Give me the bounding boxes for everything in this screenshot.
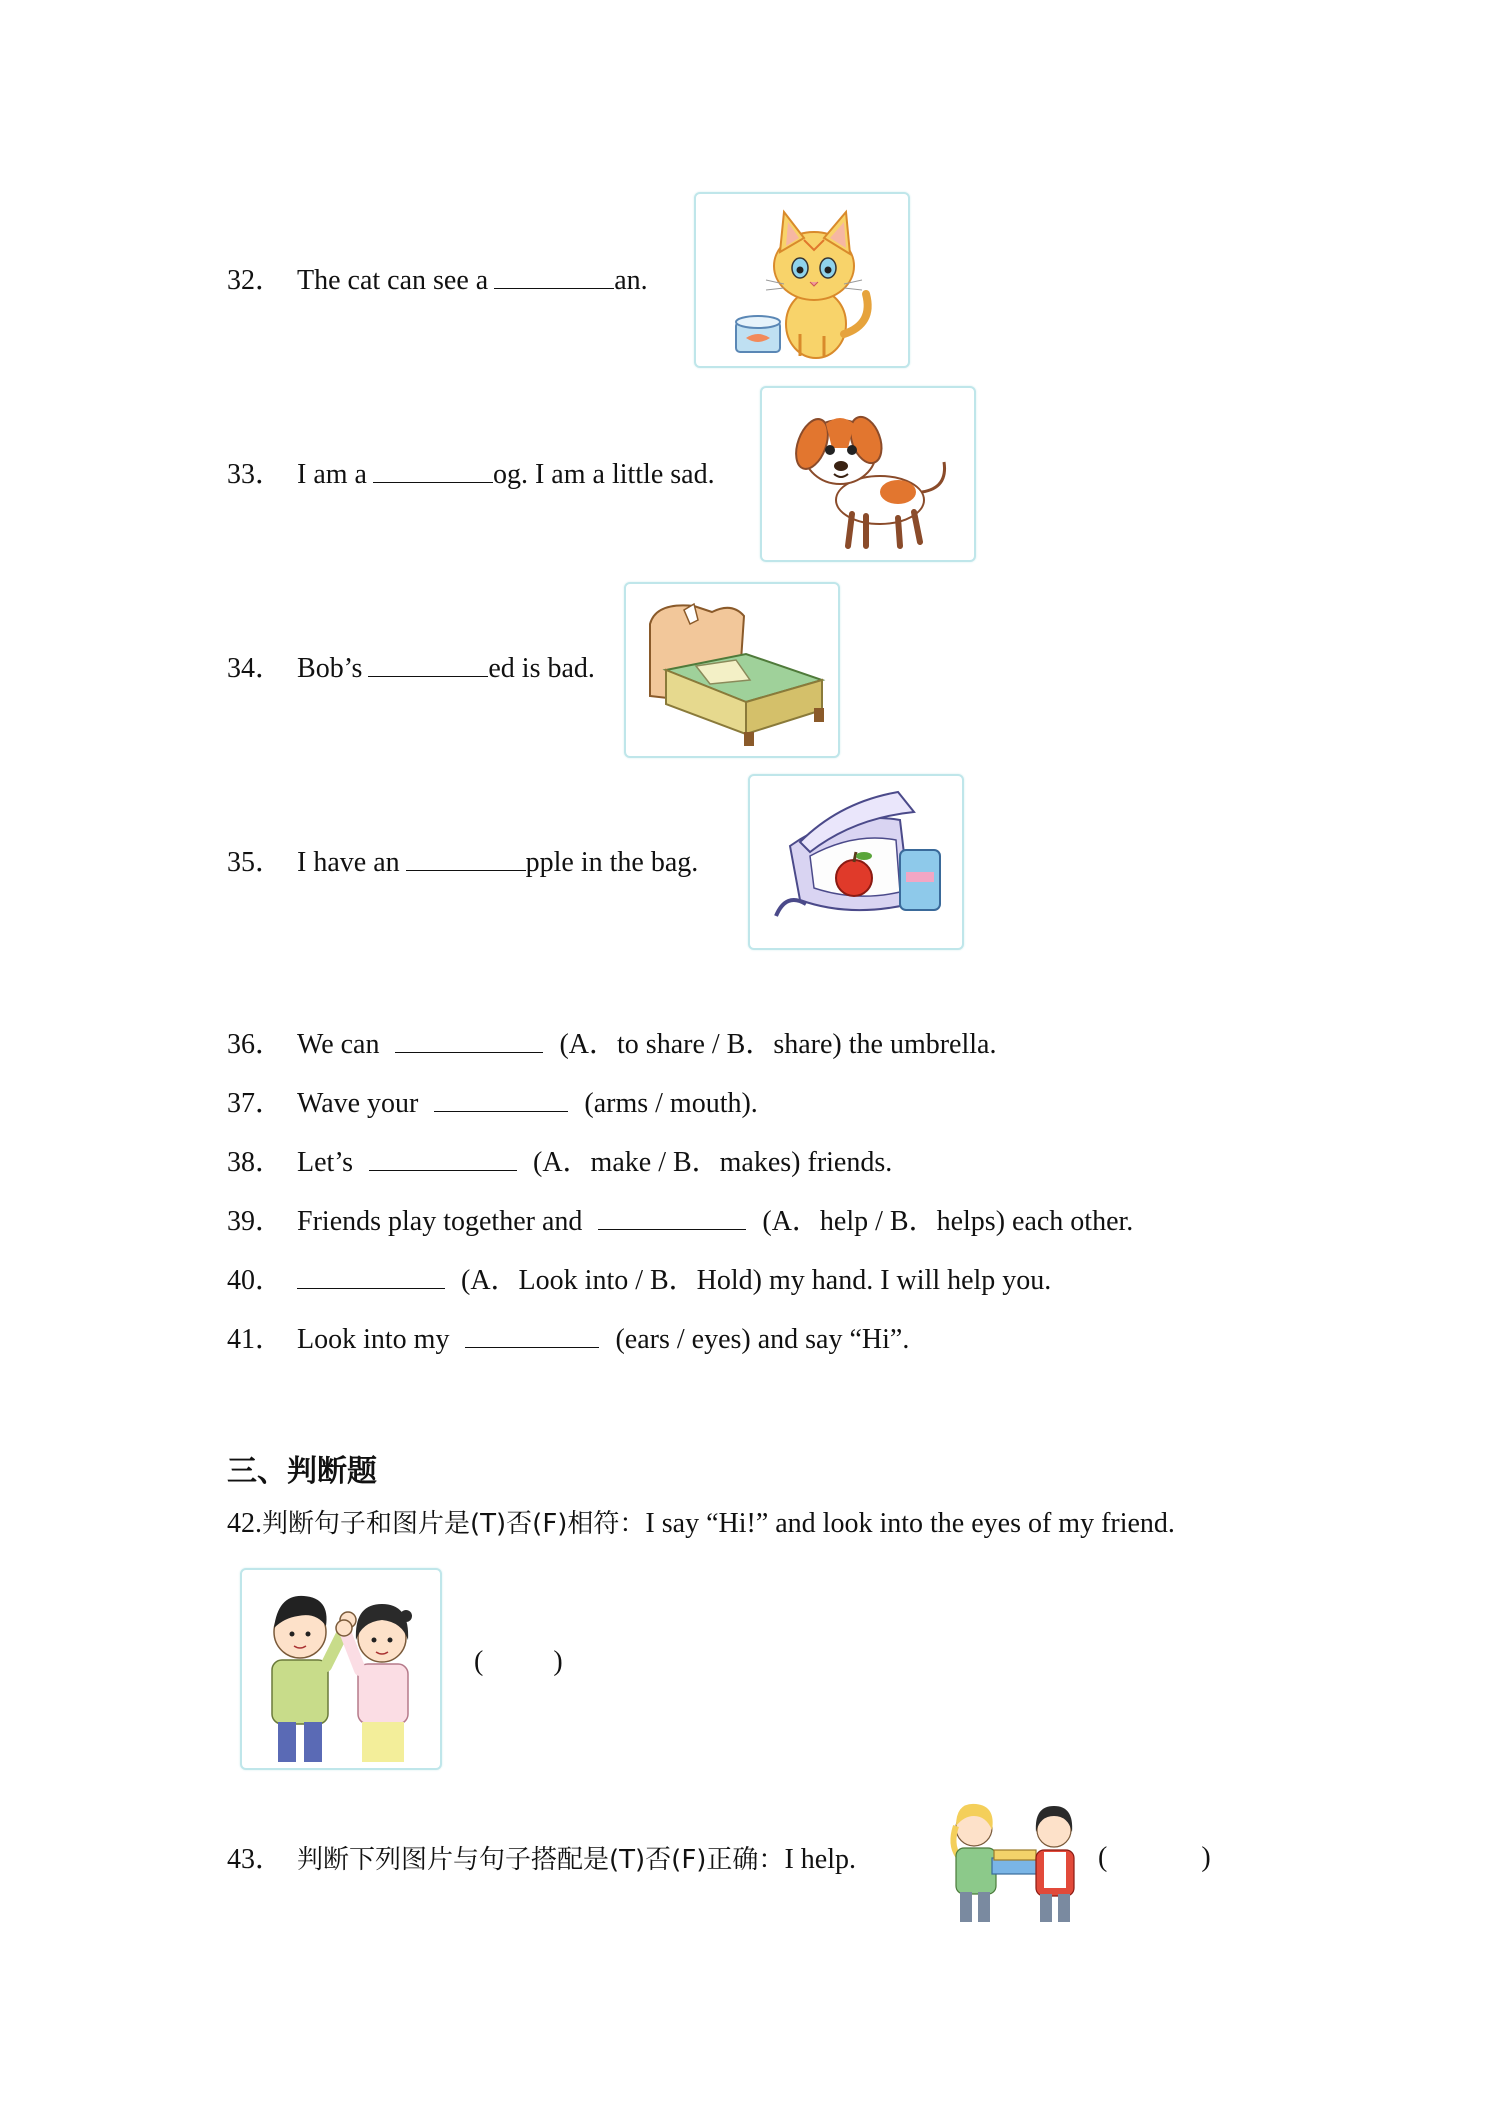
answer-parentheses[interactable] <box>1098 1842 1211 1874</box>
question-instruction: 判断句子和图片是(T)否(F)相符： <box>262 1509 646 1539</box>
question-42 <box>227 1506 1175 1542</box>
question-number: 43． <box>227 1844 284 1875</box>
paren-close: ) <box>553 1646 563 1677</box>
question-text-before: Wave your <box>297 1088 419 1119</box>
question-40 <box>227 1262 1051 1299</box>
question-number: 39． <box>227 1206 284 1237</box>
question-number: 40． <box>227 1265 284 1296</box>
question-34 <box>227 650 595 687</box>
answer-blank[interactable] <box>465 1321 599 1348</box>
question-options: (A．Look into / B．Hold) my hand. I will help you. <box>461 1265 1052 1296</box>
question-text-before: The cat can see a <box>297 265 489 296</box>
apple-bag-picture <box>748 774 964 950</box>
question-options: (A．help / B．helps) each other. <box>762 1206 1134 1237</box>
question-32 <box>227 262 648 299</box>
question-options: (ears / eyes) and say “Hi”. <box>615 1324 910 1355</box>
question-number: 38． <box>227 1147 284 1178</box>
question-instruction: 判断下列图片与句子搭配是(T)否(F)正确： <box>297 1845 785 1875</box>
question-number: 34． <box>227 653 284 684</box>
question-text-before: We can <box>297 1029 380 1060</box>
question-39 <box>227 1203 1133 1240</box>
question-text-after: og. I am a little sad. <box>492 459 715 490</box>
question-text-before: Look into my <box>297 1324 450 1355</box>
question-text-before: I have an <box>297 847 400 878</box>
question-41 <box>227 1321 909 1358</box>
question-text-before: Bob’s <box>297 653 363 684</box>
answer-blank[interactable] <box>368 650 488 677</box>
question-options: (A．make / B．makes) friends. <box>533 1147 893 1178</box>
paren-close: ) <box>1201 1842 1211 1873</box>
question-sentence: I say “Hi!” and look into the eyes of my friend. <box>645 1508 1175 1539</box>
question-text-after: an. <box>614 265 648 296</box>
question-33 <box>227 456 715 493</box>
question-text-after: ed is bad. <box>488 653 595 684</box>
question-options: (arms / mouth). <box>584 1088 758 1119</box>
paren-open: ( <box>474 1646 484 1677</box>
paren-open: ( <box>1098 1842 1108 1873</box>
question-43 <box>227 1842 856 1878</box>
answer-blank[interactable] <box>395 1026 543 1053</box>
answer-blank[interactable] <box>406 844 526 871</box>
question-number: 41． <box>227 1324 284 1355</box>
question-number: 42. <box>227 1508 262 1539</box>
bed-picture <box>624 582 840 758</box>
answer-blank[interactable] <box>297 1262 445 1289</box>
question-37 <box>227 1085 758 1122</box>
answer-blank[interactable] <box>369 1144 517 1171</box>
answer-blank[interactable] <box>434 1085 568 1112</box>
question-36 <box>227 1026 996 1063</box>
answer-parentheses[interactable] <box>474 1646 563 1678</box>
question-text-after: pple in the bag. <box>525 847 699 878</box>
dog-picture <box>760 386 976 562</box>
answer-blank[interactable] <box>598 1203 746 1230</box>
question-number: 35． <box>227 847 284 878</box>
section-heading: 三、判断题 <box>227 1454 377 1489</box>
question-35 <box>227 844 698 881</box>
question-number: 32． <box>227 265 284 296</box>
question-text-before: I am a <box>297 459 367 490</box>
question-sentence: I help. <box>784 1844 856 1875</box>
girls-sharing-picture <box>932 1792 1096 1928</box>
answer-blank[interactable] <box>494 262 614 289</box>
question-38 <box>227 1144 892 1181</box>
question-number: 37． <box>227 1088 284 1119</box>
answer-blank[interactable] <box>373 456 493 483</box>
question-number: 33． <box>227 459 284 490</box>
question-text-before: Let’s <box>297 1147 354 1178</box>
cat-picture <box>694 192 910 368</box>
children-waving-picture <box>240 1568 442 1770</box>
question-number: 36． <box>227 1029 284 1060</box>
question-options: (A．to share / B．share) the umbrella. <box>559 1029 997 1060</box>
question-text-before: Friends play together and <box>297 1206 583 1237</box>
